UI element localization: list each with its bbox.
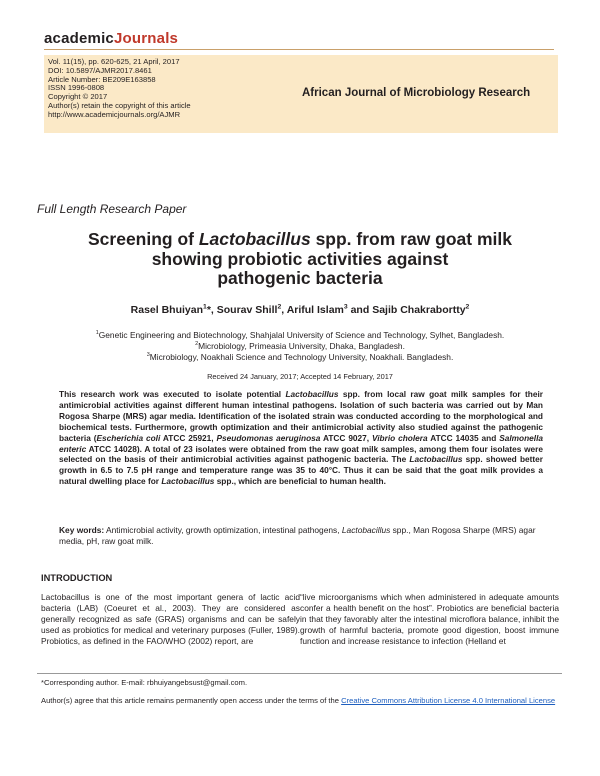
journal-name: African Journal of Microbiology Research <box>302 87 531 99</box>
affiliations <box>40 330 560 362</box>
title-line-3: pathogenic bacteria <box>217 268 383 288</box>
abstract-text: ATCC 9027, <box>320 432 372 443</box>
meta-doi: DOI: 10.5897/AJMR2017.8461 <box>48 65 152 75</box>
affiliation-3 <box>40 352 560 363</box>
affiliation-ref: 2 <box>465 303 470 311</box>
body-column-left: Lactobacillus is one of the most important genera of lactic acid bacteria (LAB) (Coeuret et al., 2003). They are considered as generally recognized as safe (GRAS) organisms and can be safely used as probiotics for medical and veterinary purposes (Fuller, 1989). Probiotics, as defined in the FAO/WHO (2002) report, are <box>41 592 300 646</box>
abstract-species: Pseudomonas aeruginosa <box>216 432 321 443</box>
abstract-species: Salmonella enteric <box>59 432 543 454</box>
abstract-text: ATCC 14035 and <box>427 432 500 443</box>
author-separator: and <box>347 304 373 316</box>
article-title <box>40 230 560 289</box>
license-note <box>41 696 561 706</box>
section-heading-introduction: INTRODUCTION <box>41 573 113 583</box>
affiliation-text: Microbiology, Noakhali Science and Technology University, Noakhali. Bangladesh. <box>149 351 454 362</box>
logo-part-2: Journals <box>113 30 179 47</box>
license-link[interactable]: Creative Commons Attribution License 4.0 International License <box>341 696 556 705</box>
received-accepted-dates: Received 24 January, 2017; Accepted 14 February, 2017 <box>207 372 393 381</box>
abstract-species: Vibrio cholera <box>372 432 428 443</box>
abstract-text: spp. showed better growth in 6.5 to 7.5 pH range and temperature range was 35 to 40°C. Thus it can be said that the goat milk provides a natural dwelling place for <box>59 454 543 487</box>
author-name: Sajib Chakrabortty <box>372 304 466 316</box>
abstract-text: spp. from local raw goat milk samples for their antimicrobial activities against different human intestinal pathogens. Isolation of such bacteria was carried out by Man Rogosa Sharpe (MRS) agar media. Identification of the isolated strain was conducted according to the morphological and biochemical tests. Furthermore, growth optimization and their antimicrobial activity also studied against the pathogenic bacteria ( <box>59 389 543 443</box>
abstract-species: Lactobacillus <box>409 454 463 465</box>
keywords-text: Antimicrobial activity, growth optimization, intestinal pathogens, <box>104 525 342 535</box>
author-name: Ariful Islam <box>286 304 344 316</box>
header-divider <box>44 49 554 50</box>
affiliation-ref: 1 <box>203 303 207 311</box>
meta-volume: Vol. 11(15), pp. 620-625, 21 April, 2017 <box>48 57 180 66</box>
title-line-1 <box>40 230 560 250</box>
affiliation-1 <box>40 330 560 341</box>
meta-copyright: Copyright © 2017 <box>48 92 108 102</box>
title-genus: Lactobacillus <box>198 229 311 249</box>
corresponding-mark: * <box>206 304 211 316</box>
corresponding-author-note: *Corresponding author. E-mail: rbhuiyangebsust@gmail.com. <box>41 678 248 687</box>
author-separator: , <box>210 304 217 316</box>
publisher-logo <box>44 30 178 47</box>
affiliation-text: Genetic Engineering and Biotechnology, Shahjalal University of Science and Technology, Sylhet, Bangladesh. <box>98 330 505 340</box>
logo-part-1: academic <box>44 30 114 47</box>
abstract-species: Escherichia coli <box>96 432 161 443</box>
title-text: spp. from raw goat milk <box>310 229 512 249</box>
abstract-text: This research work was executed to isolate potential <box>59 389 286 399</box>
abstract-species: Lactobacillus <box>161 476 215 487</box>
keywords-label: Key words: <box>59 525 105 535</box>
abstract-text: ATCC 14028). A total of 23 isolates were obtained from the raw goat milk samples, among them four isolates were selected on the basis of their antimicrobial activities against pathogenic bacteria. The <box>59 443 543 465</box>
affiliation-number: 2 <box>195 341 199 347</box>
author-separator: , <box>281 304 287 316</box>
meta-issn: ISSN 1996-0808 <box>48 83 105 93</box>
keywords <box>59 525 543 547</box>
affiliation-number: 1 <box>95 330 99 337</box>
body-column-right: “live microorganisms which when administered in adequate amounts confer a health benefit on the host”. Probiotics are beneficial bacteria in that they favorably alter the intestinal microflora balance, inhibit the growth of harmful bacteria, promote good digestion, boost immune function and increase resistance to infection (Helland et <box>300 592 559 646</box>
author-name: Sourav Shill <box>216 304 278 316</box>
affiliation-number: 3 <box>146 351 150 358</box>
meta-url[interactable]: http://www.academicjournals.org/AJMR <box>48 109 181 119</box>
license-text: Author(s) agree that this article remains permanently open access under the terms of the <box>41 696 342 705</box>
affiliation-text: Microbiology, Primeasia University, Dhaka, Bangladesh. <box>198 340 405 351</box>
article-metadata <box>48 58 191 120</box>
keywords-species: Lactobacillus <box>341 525 391 535</box>
affiliation-2 <box>40 341 560 352</box>
abstract-text: spp., which are beneficial to human health. <box>214 476 386 487</box>
title-line-2: showing probiotic activities against <box>151 248 449 269</box>
footnote-divider <box>37 673 562 674</box>
keywords-text: spp., Man Rogosa Sharpe (MRS) agar media, pH, raw goat milk. <box>59 525 536 546</box>
title-text: Screening of <box>88 229 199 249</box>
meta-rights: Author(s) retain the copyright of this article <box>48 100 191 110</box>
abstract-species: Lactobacillus <box>285 389 339 399</box>
affiliation-ref: 3 <box>343 303 348 311</box>
author-name: Rasel Bhuiyan <box>130 304 204 316</box>
meta-article-number: Article Number: BE209E163858 <box>48 74 156 84</box>
affiliation-ref: 2 <box>277 303 282 311</box>
abstract-text: ATCC 25921, <box>160 432 217 443</box>
author-list <box>40 304 560 316</box>
paper-type: Full Length Research Paper <box>37 202 187 216</box>
abstract <box>59 389 543 487</box>
